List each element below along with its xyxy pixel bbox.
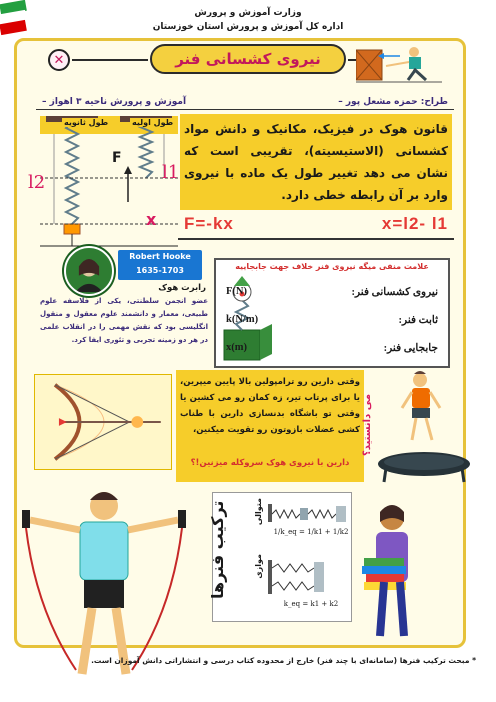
close-icon: ✕	[53, 52, 65, 68]
label-force: F	[112, 150, 122, 166]
quantity-label: نیروی کشسانی فنر:	[351, 287, 438, 298]
formula-hooke: F=-kx	[184, 214, 234, 233]
ministry-line1: وزارت آموزش و پرورش	[194, 8, 302, 18]
author-designer: طراح: حمزه مشعل پور –	[338, 96, 448, 107]
did-you-know-label: می دانستید؟	[362, 393, 373, 457]
close-button[interactable]	[48, 49, 70, 71]
title-line-left	[72, 59, 148, 61]
parallel-label: موازی	[254, 554, 263, 579]
series-label: متوالی	[254, 498, 263, 526]
formula-extension: x=l2- l1	[381, 214, 448, 233]
spring-diagram	[40, 112, 178, 252]
bow-arrow-illustration	[34, 374, 172, 470]
formula-row	[178, 210, 454, 238]
author-strip	[36, 94, 454, 110]
label-l1: l1	[162, 162, 180, 183]
combination-title: ترکیب فنرها	[208, 500, 227, 600]
hooke-name-fa: رابرت هوک	[158, 283, 206, 293]
quantity-unit: F(N)	[226, 286, 247, 297]
series-formula: 1/k_eq = 1/k1 + 1/k2	[273, 528, 349, 536]
box-push-illustration	[356, 42, 442, 84]
quantity-label: جابجایی فنر:	[383, 343, 438, 354]
athlete-resistance-band-illustration	[6, 470, 202, 680]
author-region: – آموزش و پرورش ناحیه ۳ اهواز	[42, 96, 187, 107]
hooke-card-years: 1635-1703	[136, 266, 184, 275]
quantity-row-constant	[226, 314, 438, 326]
label-l2: l2	[28, 172, 46, 193]
label-secondary-length: طول ثانویه	[64, 118, 109, 127]
hooke-name-card	[118, 250, 202, 280]
student-with-books-illustration	[346, 496, 438, 646]
ministry-header	[0, 6, 496, 34]
formula-underline	[178, 238, 454, 240]
quantity-label: ثابت فنر:	[398, 315, 438, 326]
label-x: x	[146, 210, 157, 229]
ministry-line2: اداره کل آموزش و پرورش استان خوزستان	[152, 22, 344, 32]
quantity-unit: x(m)	[226, 342, 247, 353]
did-you-know-question: دارین با نیروی هوک سروکله میزنین!؟	[190, 458, 350, 468]
hooke-bio: عضو انجمن سلطنتی، یکی از فلاسفه علوم طبیعی، معمار و دانشمند علوم معقول و منقول انگلیسی بود که نقش مهمی را در انقلاب علمی در هر دو زمینه تجربی و تئوری ایفا کرد.	[40, 297, 208, 344]
spring-combination-diagram	[268, 500, 348, 616]
hooke-card-name: Robert Hooke	[129, 252, 191, 261]
footer-note: * مبحث ترکیب فنرها (سامانه‌ای با چند فنر) خارج از محدوده کتاب درسی و انتشاراتی دانش آموزان است.	[91, 656, 476, 665]
quantity-unit: k(N/m)	[226, 314, 259, 325]
quantity-row-force	[226, 286, 438, 298]
did-you-know-text: وقتی دارین رو ترامپولین بالا پایین میپرین، یا برای پرتاب تیر، زه کمان رو می کشین یا وقتی تو باشگاه بدنسازی دارین با طناب کشی عضلات بازوتون رو تقویت میکنین،	[180, 377, 360, 435]
page-title: نیروی کشسانی فنر	[150, 44, 346, 74]
label-initial-length: طول اولیه	[132, 118, 174, 127]
definition-text: قانون هوک در فیزیک، مکانیک و دانش مواد کشسانی (الاستیسیته)، تقریبی است که نشان می دهد تغییر طول یک ماده با نیروی وارد بر آن رابطه خطی دارد.	[184, 122, 448, 202]
trampoline-illustration	[374, 364, 474, 484]
parallel-formula: k_eq = k1 + k2	[283, 600, 339, 608]
quantity-row-displacement	[226, 342, 438, 354]
quantities-heading: علامت منفی میگه نیروی فنر خلاف جهت جابجاییه	[235, 262, 429, 271]
